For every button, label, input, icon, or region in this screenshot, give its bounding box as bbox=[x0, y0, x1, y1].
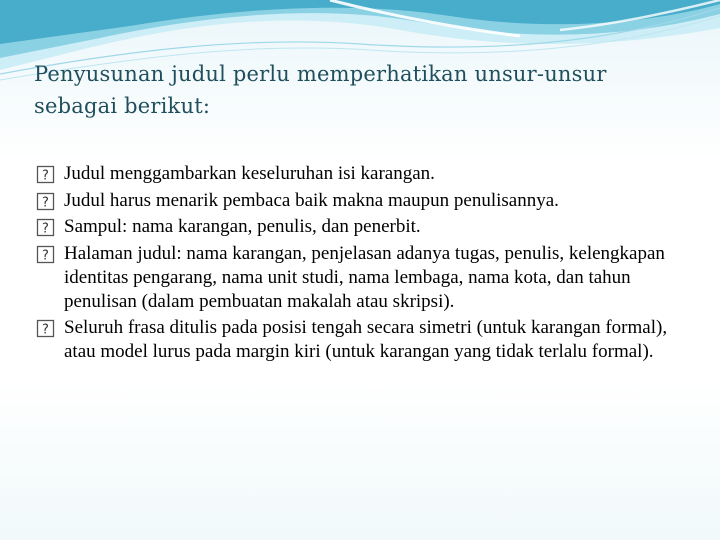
slide-title: Penyusunan judul perlu memperhatikan unsur-unsur sebagai berikut: bbox=[34, 62, 607, 118]
bullet-item bbox=[36, 242, 686, 314]
missing-glyph-box-icon bbox=[36, 165, 55, 184]
svg-text:?: ? bbox=[42, 168, 49, 184]
bullet-item bbox=[36, 162, 686, 186]
svg-text:?: ? bbox=[42, 221, 49, 237]
bullet-text: Judul menggambarkan keseluruhan isi karangan. bbox=[64, 163, 435, 184]
bullet-list bbox=[36, 162, 686, 367]
missing-glyph-box-icon bbox=[36, 218, 55, 237]
bullet-text: Judul harus menarik pembaca baik makna maupun penulisannya. bbox=[64, 189, 559, 211]
svg-text:?: ? bbox=[42, 195, 49, 210]
bullet-text: Seluruh frasa ditulis pada posisi tengah secara simetri (untuk karangan formal), atau model lurus pada margin kiri (untuk karangan yang tidak terlalu formal). bbox=[64, 317, 668, 362]
bullet-text: Sampul: nama karangan, penulis, dan penerbit. bbox=[64, 216, 421, 237]
bullet-item bbox=[36, 316, 686, 364]
bullet-item bbox=[36, 215, 686, 239]
bullet-item bbox=[36, 189, 686, 213]
missing-glyph-box-icon bbox=[36, 319, 55, 338]
bullet-text: Halaman judul: nama karangan, penjelasan adanya tugas, penulis, kelengkapan identitas pengarang, nama unit studi, nama lembaga, nama kota, dan tahun penulisan (dalam pembuatan makalah atau skripsi). bbox=[64, 242, 665, 312]
missing-glyph-box-icon bbox=[36, 192, 55, 211]
svg-text:?: ? bbox=[42, 322, 49, 338]
missing-glyph-box-icon bbox=[36, 245, 55, 264]
svg-text:?: ? bbox=[42, 248, 49, 263]
